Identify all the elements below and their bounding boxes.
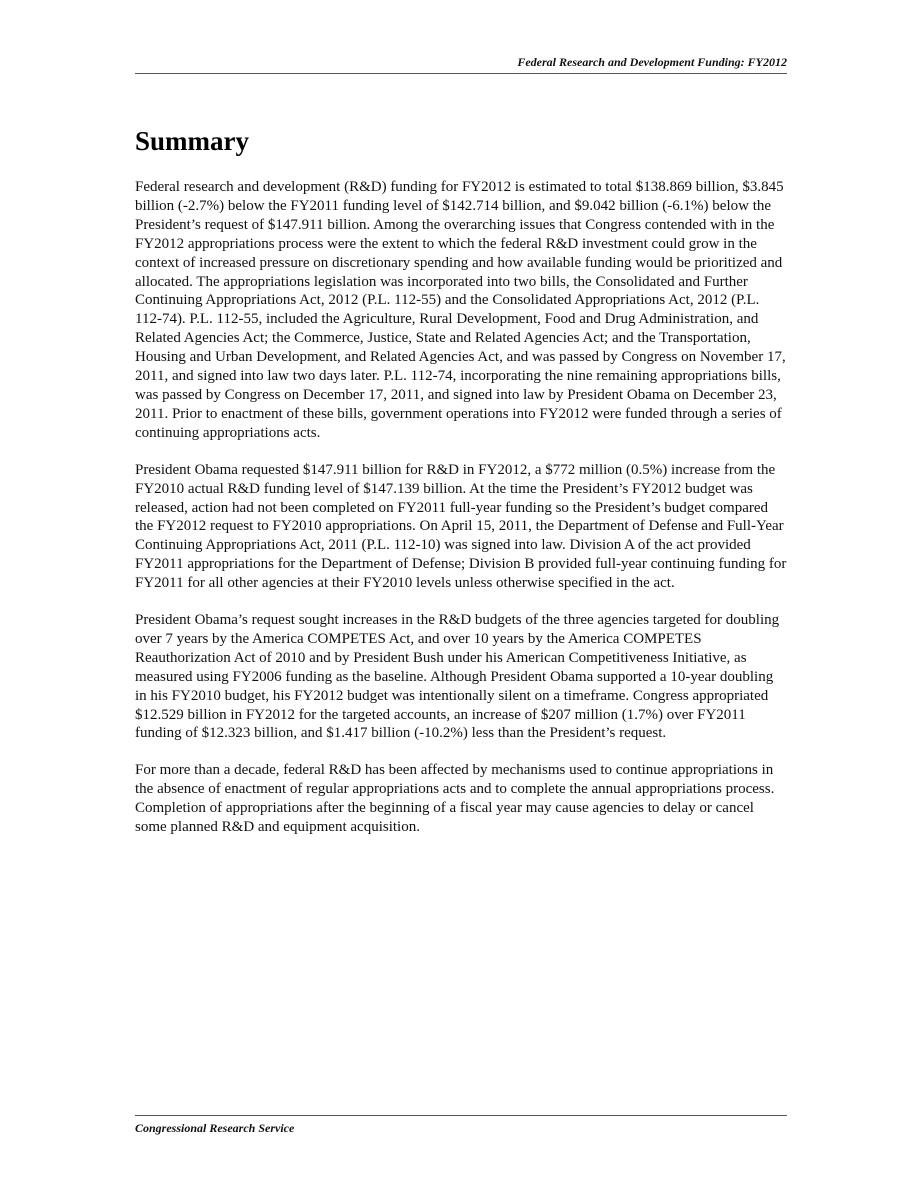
page-title: Summary	[135, 126, 249, 156]
paragraph-presidents-request: President Obama requested $147.911 billion for R&D in FY2012, a $772 million (0.5%) increase from the FY2010 actual R&D funding level of $147.139 billion. At the time the President’s FY2012 budget was released, action had not been completed on FY2011 full-year funding so the President’s budget compared the FY2012 request to FY2010 appropriations. On April 15, 2011, the Department of Defense and Full-Year Continuing Appropriations Act, 2011 (P.L. 112-10) was signed into law. Division A of the act provided FY2011 appropriations for the Department of Defense; Division B provided full-year continuing funding for FY2011 for all other agencies at their FY2010 levels unless otherwise specified in the act.	[135, 461, 787, 592]
paragraph-funding-overview: Federal research and development (R&D) funding for FY2012 is estimated to total $138.869 billion, $3.845 billion (-2.7%) below the FY2011 funding level of $142.714 billion, and $9.042 billion (-6.1%) below the President’s request of $147.911 billion. Among the overarching issues that Congress contended with in the FY2012 appropriations process were the extent to which the federal R&D investment could grow in the context of increased pressure on discretionary spending and how available funding would be prioritized and allocated. The appropriations legislation was incorporated into two bills, the Consolidated and Further Continuing Appropriations Act, 2012 (P.L. 112-55) and the Consolidated Appropriations Act, 2012 (P.L. 112-74). P.L. 112-55, included the Agriculture, Rural Development, Food and Drug Administration, and Related Agencies Act; the Commerce, Justice, State and Related Agencies Act; and the Transportation, Housing and Urban Development, and Related Agencies Act, and was passed by Congress on November 17, 2011, and signed into law two days later. P.L. 112-74, incorporating the nine remaining appropriations bills, was passed by Congress on December 17, 2011, and signed into law by President Obama on December 23, 2011. Prior to enactment of these bills, government operations into FY2012 were funded through a series of continuing appropriations acts.	[135, 179, 786, 441]
footer-divider	[135, 1115, 787, 1116]
running-footer-organization: Congressional Research Service	[135, 1121, 295, 1135]
header-divider	[135, 73, 787, 74]
running-header-title: Federal Research and Development Funding: FY2012	[517, 55, 787, 69]
paragraph-continuing-appropriations: For more than a decade, federal R&D has been affected by mechanisms used to continue appropriations in the absence of enactment of regular appropriations acts and to complete the annual appropriations process. Completion of appropriations after the beginning of a fiscal year may cause agencies to delay or cancel some planned R&D and equipment acquisition.	[135, 762, 775, 836]
paragraph-competes-act: President Obama’s request sought increases in the R&D budgets of the three agencies targeted for doubling over 7 years by the America COMPETES Act, and over 10 years by the America COMPETES Reauthorization Act of 2010 and by President Bush under his American Competitiveness Initiative, as measured using FY2006 funding as the baseline. Although President Obama supported a 10-year doubling in his FY2010 budget, his FY2012 budget was intentionally silent on a timeframe. Congress appropriated $12.529 billion in FY2012 for the targeted accounts, an increase of $207 million (1.7%) over FY2011 funding of $12.323 billion, and $1.417 billion (-10.2%) less than the President’s request.	[135, 612, 780, 742]
summary-body	[135, 178, 787, 855]
